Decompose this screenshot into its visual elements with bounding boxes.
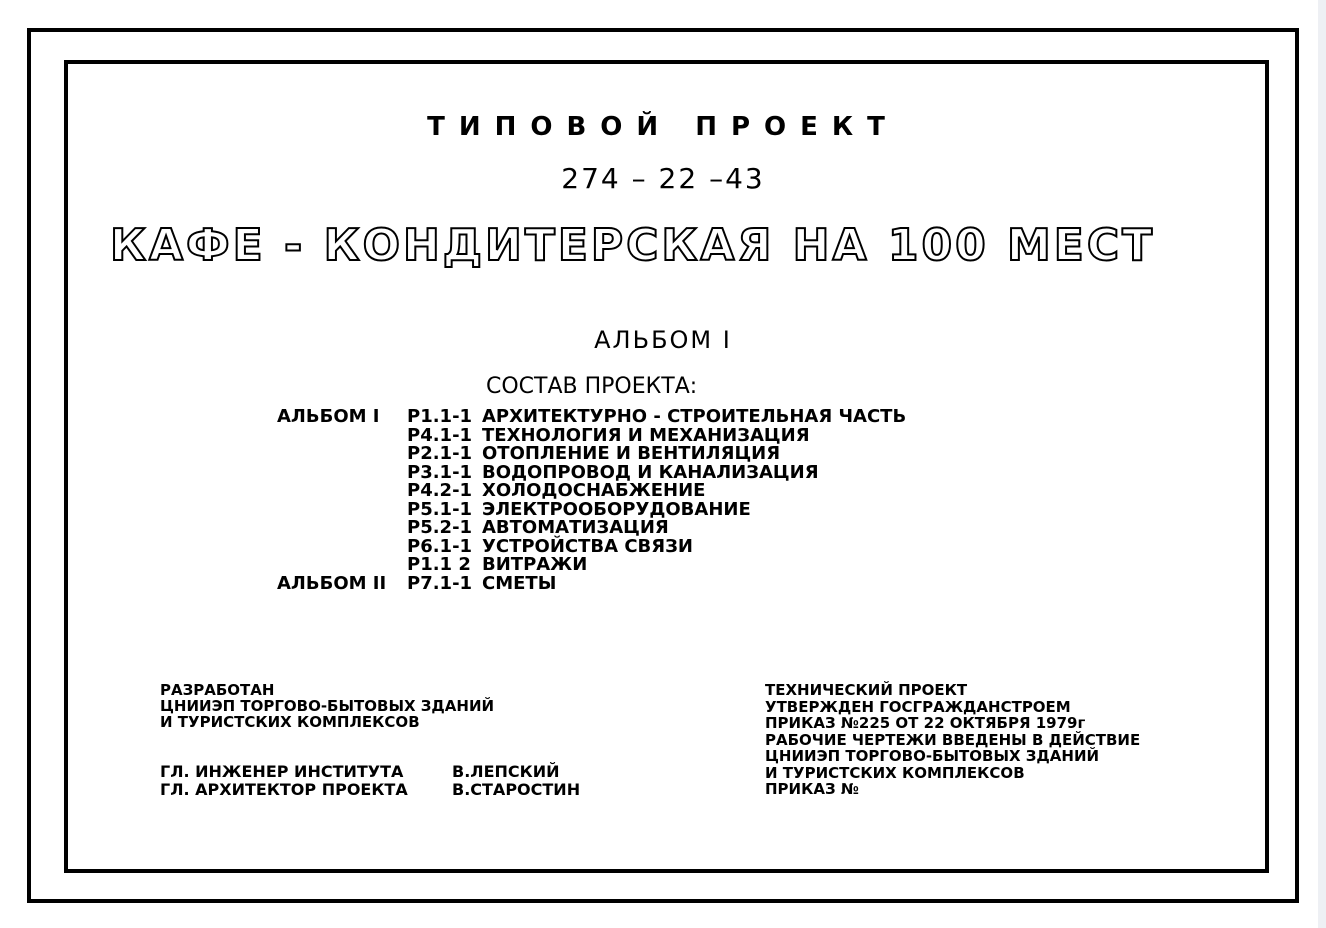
composition-album: АЛЬБОМ II — [277, 572, 387, 594]
signatories-block — [160, 764, 580, 800]
composition-album — [277, 556, 407, 575]
composition-album — [277, 501, 407, 520]
composition-code: P5.1-1 — [407, 498, 473, 520]
signatory-role: ГЛ. АРХИТЕКТОР ПРОЕКТА — [160, 780, 408, 799]
composition-title: ЭЛЕКТРООБОРУДОВАНИЕ — [482, 498, 751, 520]
composition-row — [277, 535, 906, 557]
album-heading: АЛЬБОМ I — [594, 326, 732, 354]
developer-block — [160, 682, 494, 730]
composition-heading: СОСТАВ ПРОЕКТА: — [486, 374, 698, 399]
developer-label: РАЗРАБОТАН — [160, 681, 275, 699]
developer-line: И ТУРИСТСКИХ КОМПЛЕКСОВ — [160, 713, 420, 731]
composition-title: СМЕТЫ — [482, 572, 557, 594]
composition-row — [277, 482, 906, 501]
composition-title: АВТОМАТИЗАЦИЯ — [482, 517, 669, 538]
developer-line: ЦНИИЭП ТОРГОВО-БЫТОВЫХ ЗДАНИЙ — [160, 697, 495, 715]
approval-line: И ТУРИСТСКИХ КОМПЛЕКСОВ — [765, 763, 1025, 782]
composition-row — [277, 556, 906, 575]
composition-code: P1.1-1 — [407, 406, 473, 427]
project-number: 274 – 22 –43 — [561, 162, 765, 195]
composition-code: P4.1-1 — [407, 424, 473, 446]
composition-title: ТЕХНОЛОГИЯ И МЕХАНИЗАЦИЯ — [482, 424, 810, 446]
approval-line: РАБОЧИЕ ЧЕРТЕЖИ ВВЕДЕНЫ В ДЕЙСТВИЕ — [765, 730, 1141, 749]
series-label: ТИПОВОЙ ПРОЕКТ — [427, 112, 899, 142]
composition-album — [277, 519, 407, 538]
composition-album — [277, 538, 407, 557]
signatory-name: В.ЛЕПСКИЙ — [452, 762, 560, 781]
signatory-name: В.СТАРОСТИН — [452, 780, 581, 799]
composition-code: P3.1-1 — [407, 461, 473, 483]
composition-code: P7.1-1 — [407, 572, 473, 594]
approval-line: ПРИКАЗ №225 ОТ 22 ОКТЯБРЯ 1979г — [765, 714, 1086, 732]
signatory-row — [160, 782, 580, 800]
signatory-role: ГЛ. ИНЖЕНЕР ИНСТИТУТА — [160, 762, 404, 781]
composition-row — [277, 445, 906, 464]
composition-row — [277, 519, 906, 538]
composition-title: ВОДОПРОВОД И КАНАЛИЗАЦИЯ — [482, 461, 819, 483]
approval-line: ЦНИИЭП ТОРГОВО-БЫТОВЫХ ЗДАНИЙ — [765, 747, 1100, 765]
approval-line: ПРИКАЗ № — [765, 780, 859, 798]
composition-title: УСТРОЙСТВА СВЯЗИ — [482, 535, 693, 557]
composition-album — [277, 445, 407, 464]
composition-row — [277, 572, 906, 594]
composition-title: ОТОПЛЕНИЕ И ВЕНТИЛЯЦИЯ — [482, 443, 781, 464]
composition-album — [277, 464, 407, 483]
composition-title: АРХИТЕКТУРНО - СТРОИТЕЛЬНАЯ ЧАСТЬ — [482, 406, 907, 427]
composition-album — [277, 427, 407, 446]
composition-title: ХОЛОДОСНАБЖЕНИЕ — [482, 480, 706, 501]
composition-album — [277, 482, 407, 501]
composition-code: P6.1-1 — [407, 535, 473, 557]
composition-title: ВИТРАЖИ — [482, 554, 588, 575]
approval-line: УТВЕРЖДЕН ГОСГРАЖДАНСТРОЕМ — [765, 697, 1071, 716]
composition-code: P4.2-1 — [407, 480, 473, 501]
approval-block — [765, 682, 1140, 798]
composition-code: P1.1 2 — [407, 554, 471, 575]
composition-code: P5.2-1 — [407, 517, 473, 538]
composition-album: АЛЬБОМ I — [277, 406, 380, 427]
composition-row — [277, 408, 906, 427]
composition-code: P2.1-1 — [407, 443, 473, 464]
composition-list — [277, 408, 906, 593]
main-title: КАФЕ - КОНДИТЕРСКАЯ НА 100 МЕСТ — [110, 220, 1156, 271]
approval-line: ТЕХНИЧЕСКИЙ ПРОЕКТ — [765, 681, 968, 699]
